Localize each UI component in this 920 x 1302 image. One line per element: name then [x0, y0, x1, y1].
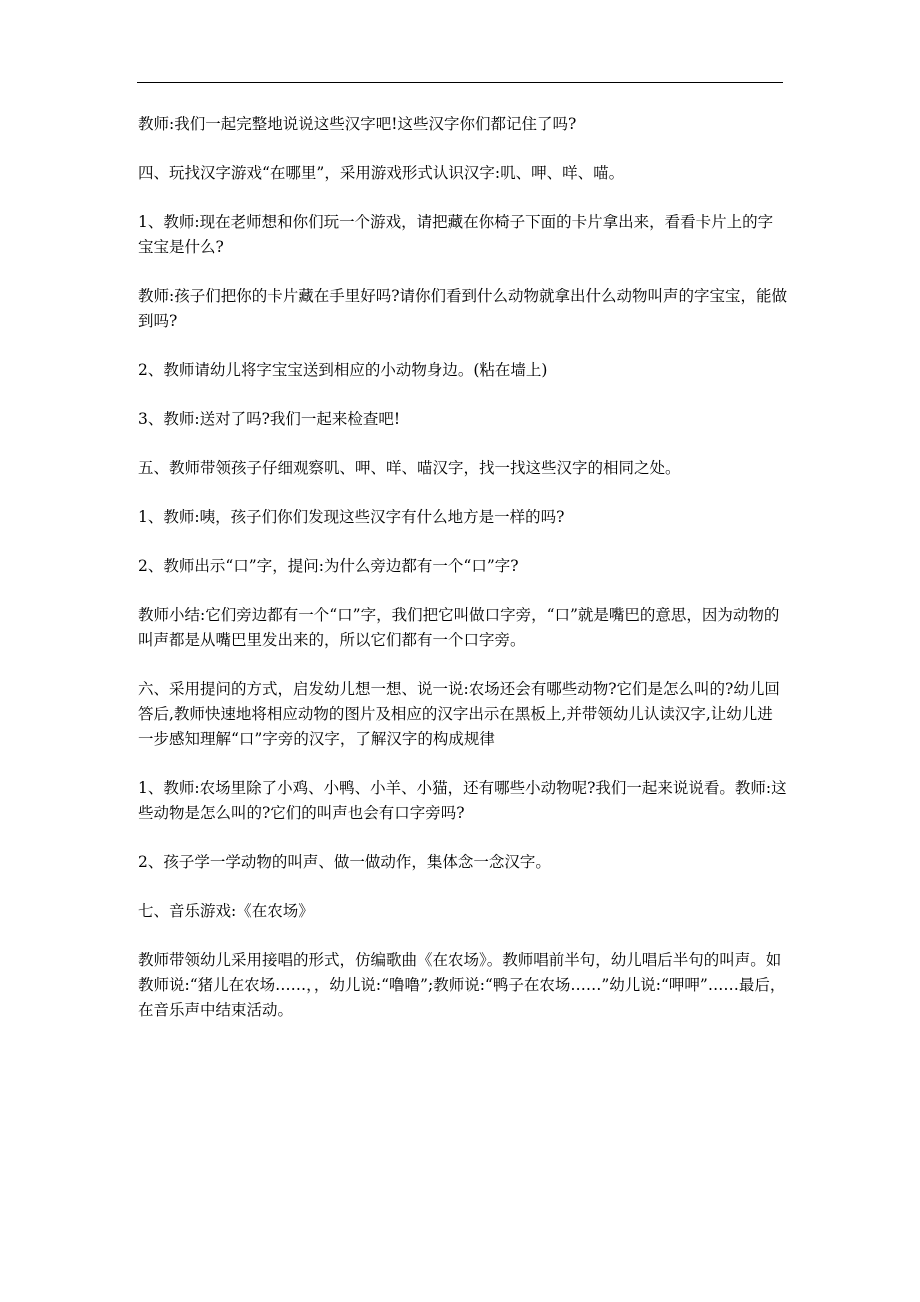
section-seven-heading: 七、音乐游戏:《在农场》: [138, 902, 314, 920]
paragraph-card-game: 1、教师:现在老师想和你们玩一个游戏，请把藏在你椅子下面的卡片拿出来，看看卡片上的字宝宝是什么?: [138, 213, 774, 256]
paragraph-imitate: 2、孩子学一学动物的叫声、做一做动作，集体念一念汉字。: [138, 853, 551, 871]
paragraph-mouth-radical: 2、教师出示“口”字，提问:为什么旁边都有一个“口”字?: [138, 557, 519, 575]
paragraph-check: 3、教师:送对了吗?我们一起来检查吧!: [138, 410, 401, 428]
section-six-heading: 六、采用提问的方式，启发幼儿想一想、说一说:农场还会有哪些动物?它们是怎么叫的?幼儿回答后,教师快速地将相应动物的图片及相应的汉字出示在黑板上,并带领幼儿认读汉字,让幼儿进一步感知理解“口”字旁的汉字，了解汉字的构成规律: [138, 680, 780, 748]
document-body: [138, 112, 788, 1047]
paragraph-summary: 教师小结:它们旁边都有一个“口”字，我们把它叫做口字旁，“口”就是嘴巴的意思，因为动物的叫声都是从嘴巴里发出来的，所以它们都有一个口字旁。: [138, 606, 780, 649]
header-rule: [137, 82, 783, 83]
section-four-heading: 四、玩找汉字游戏“在哪里”，采用游戏形式认识汉字:叽、呷、咩、喵。: [138, 164, 625, 182]
paragraph-hide-cards: 教师:孩子们把你的卡片藏在手里好吗?请你们看到什么动物就拿出什么动物叫声的字宝宝，能做到吗?: [138, 287, 788, 330]
paragraph-farm-animals: 1、教师:农场里除了小鸡、小鸭、小羊、小猫，还有哪些小动物呢?我们一起来说说看。教师:这些动物是怎么叫的?它们的叫声也会有口字旁吗?: [138, 779, 787, 822]
paragraph-teacher-review: 教师:我们一起完整地说说这些汉字吧!这些汉字你们都记住了吗?: [138, 115, 577, 133]
paragraph-deliver-cards: 2、教师请幼儿将字宝宝送到相应的小动物身边。(粘在墙上): [138, 361, 548, 379]
paragraph-music-game: 教师带领幼儿采用接唱的形式，仿编歌曲《在农场》。教师唱前半句，幼儿唱后半句的叫声。如教师说:“猪儿在农场……，，幼儿说:“噜噜”;教师说:“鸭子在农场……”幼儿说:“呷呷”……最后，在音乐声中结束活动。: [138, 951, 786, 1019]
section-five-heading: 五、教师带领孩子仔细观察叽、呷、咩、喵汉字，找一找这些汉字的相同之处。: [138, 459, 681, 477]
paragraph-discover: 1、教师:咦，孩子们你们发现这些汉字有什么地方是一样的吗?: [138, 508, 565, 526]
